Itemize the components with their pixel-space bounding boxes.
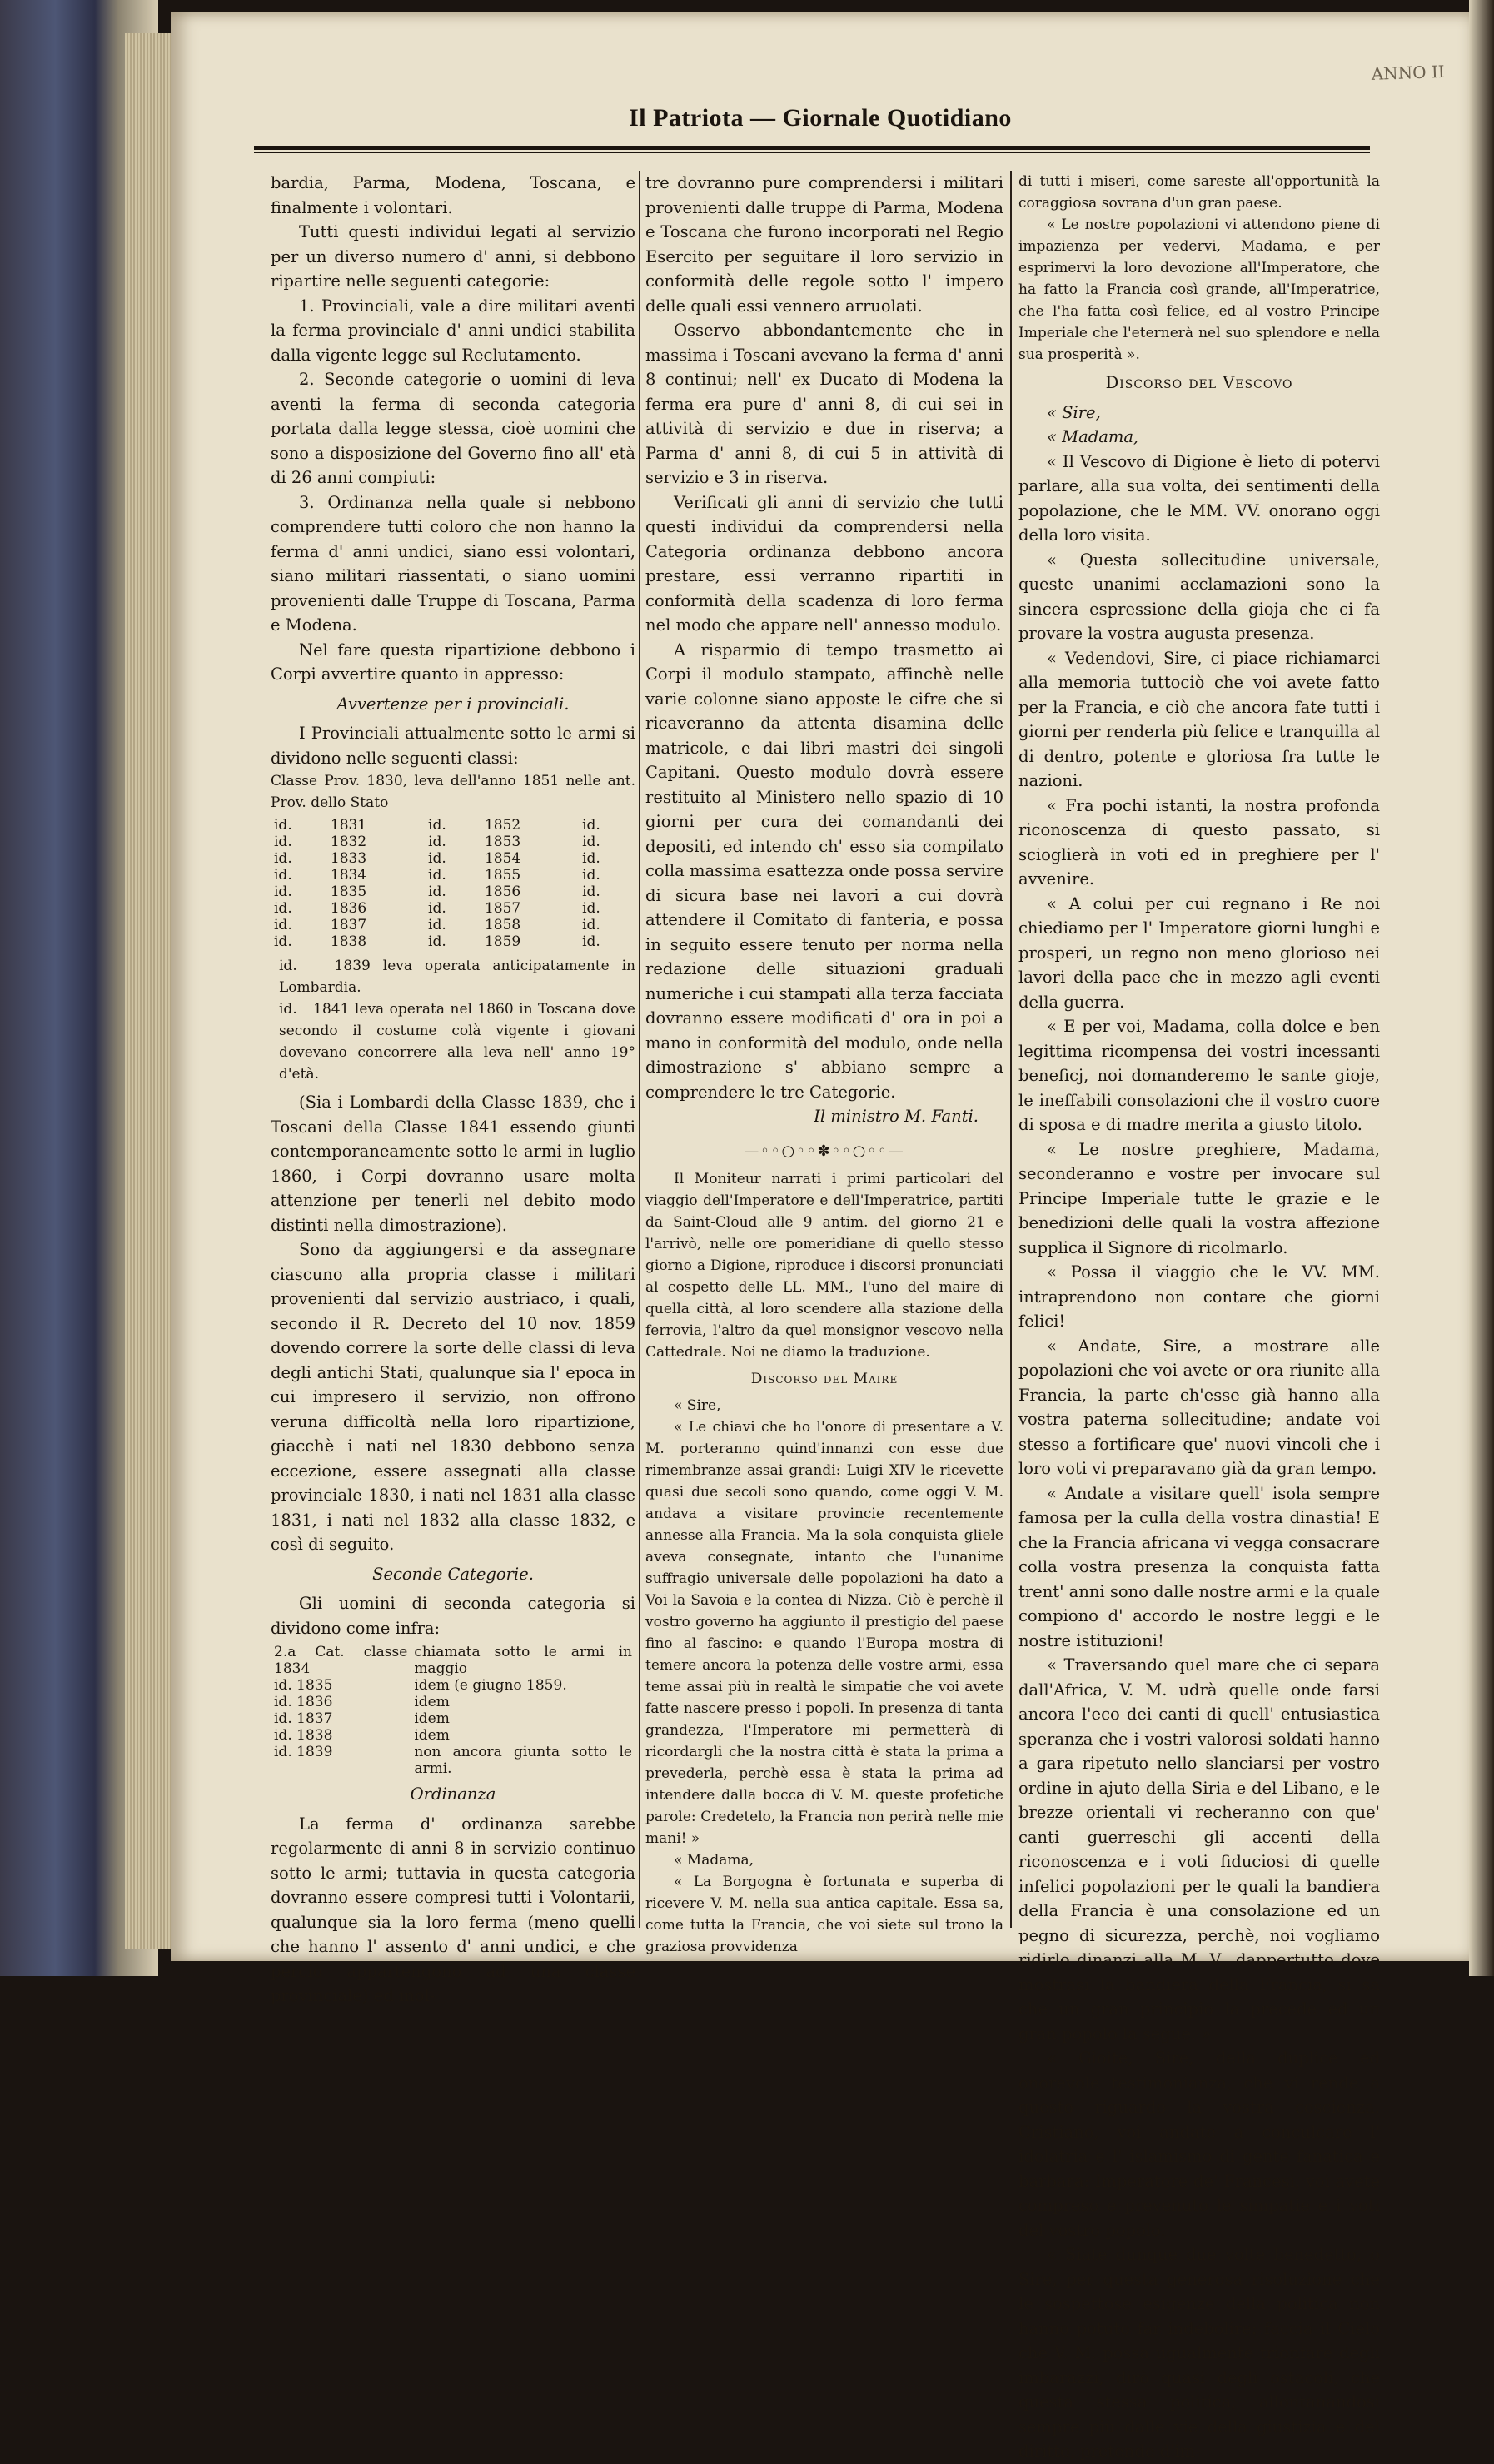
masthead-rule-thin	[254, 152, 1370, 153]
cat2-cell: chiamata sotto le armi in maggio	[414, 1644, 632, 1677]
classi-cell: 1834	[330, 867, 367, 884]
classi-row	[271, 867, 635, 884]
classi-cell: 1858	[484, 917, 521, 933]
classi-row	[271, 834, 635, 850]
column-1	[271, 171, 635, 2009]
cat2-table	[271, 1644, 635, 1777]
column-rule-2	[1010, 171, 1012, 1928]
classi-table-head: Classe Prov. 1830, leva dell'anno 1851 nelle ant. Prov. dello Stato	[271, 773, 635, 811]
column-3	[1018, 171, 1380, 2464]
cat2-row	[271, 1644, 635, 1677]
classi-row	[271, 884, 635, 900]
col3-vedendovi: « Vedendovi, Sire, ci piace richiamarci alla memoria tuttociò che voi avete fatto per la Francia, e ciò che ancora fate tutti i giorni per renderla più felice e tranquilla al di dentro, potente e gloriosa fra tutte le nazioni.	[1018, 648, 1380, 790]
classi-row	[271, 817, 635, 834]
col2-tre: tre dovranno pure comprendersi i militari provenienti dalle truppe di Parma, Modena e Toscana che furono incorporati nel Regio Esercito per seguitare il loro servizio in conformità delle regole sotto l' impero delle quali essi vennero arruolati.	[645, 173, 1003, 316]
classi-cell: id.	[274, 933, 292, 950]
masthead-rule-thick	[254, 146, 1370, 150]
classi-cell: id.	[274, 817, 292, 834]
col3-siate: « Siate dunque due volte benedetto, o Sire, per questa generosa risoluzione che le sospettose esigenze della politica non hanno potuto far indebolire: faccia il Cielo che V. M. possa ugualmente trionfare degli imbarazzi, dirò quasi degli ostacoli, che questa stessa politica, allontanandosi sempre più dalle vie della giustizia e del diritto, pretende d'im-	[1018, 2245, 1380, 2461]
heading-ordinanza: Ordinanza	[410, 1785, 496, 1804]
classi-cell: id.	[582, 850, 600, 867]
cat2-row	[271, 1727, 635, 1744]
col1-cat1: 1. Provinciali, vale a dire militari aventi la ferma provinciale d' anni undici stabilita dalla vigente legge sul Reclutamento.	[271, 296, 635, 365]
cat2-cell: id. 1836	[274, 1694, 333, 1710]
classi-cell: id.	[428, 834, 446, 850]
cat2-cell: idem	[414, 1727, 450, 1744]
classi-cell: id.	[274, 900, 292, 917]
classi-cell: id.	[582, 933, 600, 950]
cat2-row	[271, 1710, 635, 1727]
cat2-row	[271, 1677, 635, 1694]
cat2-cell: id. 1839	[274, 1744, 333, 1760]
classi-cell: 1855	[484, 867, 521, 884]
col3-preghiere: « Le nostre preghiere, Madama, seconderanno e vostre per invocare sul Principe Imperiale tutte le grazie e le benedizioni delle quali la vostra affezione supplica il Signore di ricolmarlo.	[1018, 1139, 1380, 1257]
row-1841: id. 1841 leva operata nel 1860 in Toscana dove secondo il costume colà vigente i giovani dovevano concorrere alla leva nell' anno 19° d'età.	[279, 1001, 635, 1083]
col3-miseri: di tutti i miseri, come sareste all'opportunità la coraggiosa sovrana d'un gran paese.	[1018, 173, 1380, 212]
row-1839-text: 1839 leva operata anticipatamente in Lombardia.	[279, 958, 635, 996]
cat2-cell: idem	[414, 1694, 450, 1710]
col3-vescovo: « Il Vescovo di Digione è lieto di potervi parlare, alla sua volta, dei sentimenti della popolazione, che le MM. VV. onorano oggi della loro visita.	[1018, 451, 1380, 545]
facing-page-edge	[1469, 0, 1494, 1976]
masthead-title: Il Patriota — Giornale Quotidiano	[629, 104, 1012, 132]
col2-risparmio: A risparmio di tempo trasmetto ai Corpi il modulo stampato, affinchè nelle varie colonne siano apposte le cifre che si ricaveranno da attenta disamina delle matricole, e dai libri mastri dei singoli Capitani. Questo modulo dovrà essere restituito al Ministero nello spazio di 10 giorni per cura dei comandanti dei depositi, ed intendo ch' esso sia compilato colla massima esattezza onde possa servire di sicura base nei lavori a cui dovrà attendere il Comitato di fanteria, e possa in seguito essere tenuto per norma nella redazione delle situazioni graduali numeriche i cui stampati alla terza facciata dovranno essere modificati d' ora in poi a mano in conformità del modulo, onde nella dimostrazione s' abbiano sempre a comprendere le tre Categorie.	[645, 640, 1003, 1102]
col1-sia: (Sia i Lombardi della Classe 1839, che i Toscani della Classe 1841 essendo giunti contemporaneamente sotto le armi in luglio 1860, i Corpi dovranno usare molta attenzione per tenerli nel debito modo distinti nella dimostrazione).	[271, 1093, 635, 1235]
classi-cell: 1859	[484, 933, 521, 950]
cat2-row	[271, 1744, 635, 1777]
classi-cell: 1836	[330, 900, 367, 917]
classi-cell: 1838	[330, 933, 367, 950]
col1-tutti: Tutti questi individui legati al servizio per un diverso numero d' anni, si debbono ripartire nelle seguenti categorie:	[271, 222, 635, 291]
classi-cell: 1854	[484, 850, 521, 867]
classi-cell: id.	[274, 834, 292, 850]
col1-nel: Nel fare questa ripartizione debbono i Corpi avvertire quanto in appresso:	[271, 640, 635, 684]
classi-cell: id.	[582, 867, 600, 884]
classi-cell: id.	[274, 917, 292, 933]
classi-cell: id.	[428, 933, 446, 950]
cat2-cell: 2.a Cat. classe 1834	[274, 1644, 408, 1677]
classi-cell: id.	[582, 884, 600, 900]
classi-cell: 1857	[484, 900, 521, 917]
newspaper-page	[171, 12, 1478, 2461]
column-rule-1	[639, 171, 640, 1928]
cat2-cell: idem	[414, 1710, 450, 1727]
heading-maire: Discorso del Maire	[750, 1371, 899, 1387]
classi-row	[271, 933, 635, 950]
heading-seconde: Seconde Categorie.	[372, 1564, 534, 1584]
col3-nostre: « Le nostre popolazioni vi attendono piene di impazienza per vedervi, Madama, e per esprimervi la loro devozione all'Imperatore, che ha fatto la Francia così grande, all'Imperatrice, che l'ha fatta così felice, ed al vostro Principe Imperiale che l'eternerà nel suo splendore e nella sua prosperità ».	[1018, 217, 1380, 363]
col1-provinciali: I Provinciali attualmente sotto le armi si dividono nelle seguenti classi:	[271, 724, 635, 768]
col3-colui: « A colui per cui regnano i Re noi chiediamo per l' Imperatore giorni lunghi e prosperi, un regno non meno glorioso nei lavori della pace che in mezzo agli eventi della guerra.	[1018, 894, 1380, 1012]
classi-cell: id.	[428, 917, 446, 933]
cat2-row	[271, 1694, 635, 1710]
col3-madama: « Madama,	[1047, 427, 1139, 446]
cat2-cell: id. 1837	[274, 1710, 333, 1727]
section-ornament: —◦◦○◦◦✽◦◦○◦◦—	[744, 1142, 905, 1160]
page-block-edge	[125, 33, 175, 1949]
classi-cell: id.	[428, 817, 446, 834]
col2-borgogna: « La Borgogna è fortunata e superba di ricevere V. M. nella sua antica capitale. Essa sa, come tutta la Francia, che voi siete sul trono la graziosa provvidenza	[645, 1874, 1003, 1955]
classi-cell: id.	[274, 850, 292, 867]
col2-sire: « Sire,	[674, 1397, 721, 1414]
cat2-cell: id. 1835	[274, 1677, 333, 1694]
row-1841-text: 1841 leva operata nel 1860 in Toscana dove secondo il costume colà vigente i giovani dovevano concorrere alla leva nell' anno 19° d'età.	[279, 1001, 635, 1083]
col1-ferma: La ferma d' ordinanza sarebbe regolarmente di anni 8 in servizio continuo sotto le armi; tuttavia in questa categoria dovranno essere compresi tutti i Volontarii, qualunque sia la loro ferma (meno quelli che hanno l' assento d' anni undici, e che perciò appartengono ad una classe provinciale) ed inol-	[271, 1814, 635, 2005]
classi-cell: id.	[428, 850, 446, 867]
column-2	[645, 171, 1003, 1958]
col3-isola: « Andate a visitare quell' isola sempre famosa per la culla della vostra dinastia! E che la Francia africana vi vegga consacrare colla vostra presenza la conquista fatta trent' anni sono dalle nostre armi e la quale compiono d' accordo le nostre leggi e le nostre istituzioni!	[1018, 1483, 1380, 1650]
classi-cell: 1832	[330, 834, 367, 850]
col2-osservo: Osservo abbondantemente che in massima i Toscani avevano la ferma d' anni 8 continui; nell' ex Ducato di Modena la ferma era pure d' anni 8, di cui sei in attività di servizio e due in riserva; a Parma d' anni 8, di cui 5 in attività di servizio e 3 in riserva.	[645, 321, 1003, 487]
classi-cell: 1833	[330, 850, 367, 867]
classi-cell: id.	[582, 817, 600, 834]
col2-moniteur: Il Moniteur narrati i primi particolari del viaggio dell'Imperatore e dell'Imperatrice, partiti da Saint-Cloud alle 9 antim. del giorno 21 e l'arrivò, nelle ore pomeridiane di quello stesso giorno a Digione, riproduce i discorsi pronunciati al cospetto delle LL. MM., l'uno del maire di quella città, al loro scendere alla stazione della ferrovia, l'altro da quel monsignor vescovo nella Cattedrale. Noi ne diamo la traduzione.	[645, 1171, 1003, 1361]
classi-cell: id.	[582, 900, 600, 917]
classi-cell: id.	[428, 884, 446, 900]
cat2-cell: non ancora giunta sotto le armi.	[414, 1744, 632, 1777]
corner-year-label: ANNO II	[1371, 61, 1446, 84]
col1-sono: Sono da aggiungersi e da assegnare ciascuno alla propria classe i militari provenienti dal servizio austriaco, i quali, secondo il R. Decreto del 10 nov. 1859 dovendo correre la sorte delle classi di leva degli antichi Stati, qualunque sia l' epoca in cui impresero il servizio, non offrono veruna difficoltà nella loro ripartizione, giacchè i nati nel 1830 debbono senza eccezione, essere assegnati alla classe provinciale 1830, i nati nel 1831 alla classe 1831, i nati nel 1832 alla classe 1832, e così di seguito.	[271, 1240, 635, 1554]
classi-cell: id.	[274, 884, 292, 900]
heading-vescovo: Discorso del Vescovo	[1105, 373, 1293, 392]
col1-intro: bardia, Parma, Modena, Toscana, e finalmente i volontari.	[271, 173, 635, 217]
col3-sire: « Sire,	[1047, 402, 1101, 422]
classi-cell: id.	[428, 867, 446, 884]
classi-cell: 1837	[330, 917, 367, 933]
col1-cat3: 3. Ordinanza nella quale si nebbono comprendere tutti coloro che non hanno la ferma d' anni undici, siano essi volontari, siano militari riassentati, o siano uomini provenienti dalle Truppe di Toscana, Parma e Modena.	[271, 492, 635, 635]
classi-row	[271, 900, 635, 917]
col2-madama: « Madama,	[674, 1852, 754, 1869]
col3-gioite: « Gioite, Sire, della duplice ed onorevole testimonianza, che vi rende a questo riguardo la vostra coscienza. Cristiano, voi andate a conculcare l' idolatria e l' islamismo di gente fanatica e barbara: Imperatore de' Francesi, voi avete compreso e prevenuto le simpatie e i voti del vostro popolo.	[1018, 2048, 1380, 2240]
cat2-cell: id. 1838	[274, 1727, 333, 1744]
col1-gli: Gli uomini di seconda categoria si dividono come infra:	[271, 1594, 635, 1638]
ministro-signature: Il ministro M. Fanti.	[814, 1107, 979, 1126]
heading-avvertenze: Avvertenze per i provinciali.	[336, 694, 570, 714]
col3-possa: « Possa il viaggio che le VV. MM. intraprendono non contare che giorni felici!	[1018, 1262, 1380, 1331]
classi-cell: id.	[582, 917, 600, 933]
col2-verificati: Verificati gli anni di servizio che tutti questi individui da comprendersi nella Categoria ordinanza debbono ancora prestare, essi verranno ripartiti in conformità della scadenza di loro ferma nel modo che appare nell' annesso modulo.	[645, 492, 1003, 635]
classi-cell: id.	[274, 867, 292, 884]
col1-cat2: 2. Seconde categorie o uomini di leva aventi la ferma di seconda categoria portata dalla legge stessa, cioè uomini che sono a disposizione del Governo fino all' età di 26 anni compiuti:	[271, 370, 635, 487]
col3-traversando: « Traversando quel mare che ci separa dall'Africa, V. M. udrà quelle onde farsi ancora l'eco dei canti di quell' entusiastica speranza che i vostri valorosi soldati hanno a gara ripetuto nello slanciarsi per vostro ordine in ajuto della Siria e del Libano, e le brezze orientali vi recheranno con que' canti guerreschi gli accenti della riconoscenza e i voti fiduciosi di quelle infelici popolazioni per le quali la bandiera della Francia è una consolazione ed un pegno di sicurezza, perchè, noi vogliamo ridirlo dinanzi alla M. V., dappertutto dove mostrasi la bandiera della Francia, si sa che un gran principio la precede ed un gran popolo la segue. »	[1018, 1655, 1380, 2043]
col2-chiavi: « Le chiavi che ho l'onore di presentare a V. M. porteranno quind'innanzi con esse due rimembranze assai grandi: Luigi XIV le ricevette quasi due secoli sono quando, come oggi V. M. andava a visitare provincie recentemente annesse alla Francia. Ma la sola conquista gliele aveva consegnate, intanto che l'unanime suffragio universale delle popolazioni ha dato a Voi la Savoia e la contea di Nizza. Ciò è perchè il vostro governo ha aggiunto il prestigio del paese fino al fascino: e quando l'Europa mostra di temere ancora la potenza delle vostre armi, essa teme assai più in realtà le simpatie che voi avete fatte nascere presso i popoli. In presenza di tanta grandezza, l'Imperatore mi permetterà di ricordargli che la nostra città è stata la prima a prevederla, perchè essa è stata la prima ad intendere dalla bocca di V. M. queste profetiche parole: Credetelo, la Francia non perirà nelle mie mani! »	[645, 1419, 1003, 1847]
classi-cell: id.	[582, 834, 600, 850]
row-1839: id. 1839 leva operata anticipatamente in Lombardia.	[279, 958, 635, 996]
classi-row	[271, 917, 635, 933]
classi-cell: 1831	[330, 817, 367, 834]
col3-voi: « E per voi, Madama, colla dolce e ben legittima ricompensa dei vostri incessanti beneficj, noi domanderemo le sante gioje, le ineffabili consolazioni che il vostro cuore di sposa e di madre merita a giusto titolo.	[1018, 1017, 1380, 1134]
classi-cell: 1856	[484, 884, 521, 900]
classi-cell: 1853	[484, 834, 521, 850]
classi-cell: id.	[428, 900, 446, 917]
classi-row	[271, 850, 635, 867]
col3-fra: « Fra pochi istanti, la nostra profonda riconoscenza di questo passato, si scioglierà in voti ed in preghiere per l' avvenire.	[1018, 795, 1380, 889]
col3-andate: « Andate, Sire, a mostrare alle popolazioni che voi avete or ora riunite alla Francia, la parte ch'esse già hanno alla vostra paterna sollecitudine; andate voi stesso a fortificare que' nuovi vincoli che i loro voti vi preparavano già da gran tempo.	[1018, 1336, 1380, 1478]
cat2-cell: idem (e giugno 1859.	[414, 1677, 567, 1694]
classi-table	[271, 817, 635, 950]
classi-cell: 1835	[330, 884, 367, 900]
classi-cell: 1852	[484, 817, 521, 834]
col3-sollecitudine: « Questa sollecitudine universale, queste unanimi acclamazioni sono la sincera espressione della gioja che ci fa provare la vostra augusta presenza.	[1018, 550, 1380, 643]
